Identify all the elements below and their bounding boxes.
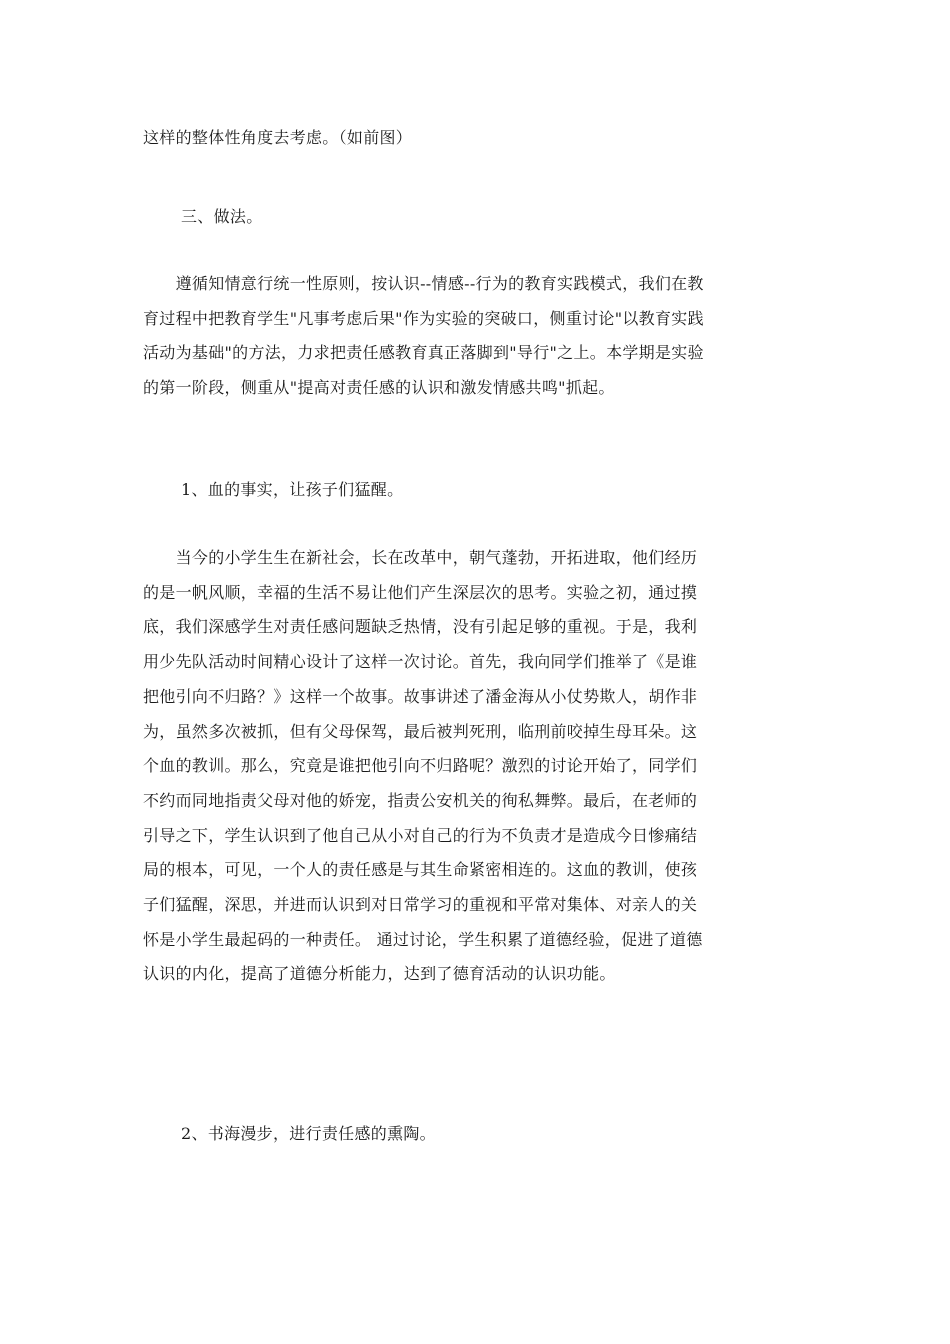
text-line: 活动为基础"的方法，力求把责任感教育真正落脚到"导行"之上。本学期是实验 (143, 343, 704, 363)
text-line: 为，虽然多次被抓，但有父母保驾，最后被判死刑，临刑前咬掉生母耳朵。这 (143, 721, 698, 741)
text-line: 认识的内化，提高了道德分析能力，达到了德育活动的认识功能。 (143, 964, 616, 984)
text-line: 遵循知情意行统一性原则，按认识--情感--行为的教育实践模式，我们在教 (143, 274, 704, 293)
text-line: 的第一阶段，侧重从"提高对责任感的认识和激发情感共鸣"抓起。 (143, 378, 615, 398)
text-line: 不约而同地指责父母对他的娇宠，指责公安机关的徇私舞弊。最后，在老师的 (143, 790, 698, 810)
section-heading-methods: 三、做法。 (181, 207, 263, 226)
text-line: 子们猛醒，深思，并进而认识到对日常学习的重视和平常对集体、对亲人的关 (143, 895, 698, 915)
text-line: 这样的整体性角度去考虑。（如前图） (143, 128, 413, 147)
subheading-1: 1、血的事实，让孩子们猛醒。 (181, 480, 404, 499)
subheading-2: 2、书海漫步，进行责任感的熏陶。 (181, 1124, 436, 1143)
paragraph-blood-lesson (143, 541, 811, 992)
paragraph-intro (143, 121, 811, 156)
text-line: 育过程中把教育学生"凡事考虑后果"作为实验的突破口，侧重讨论"以教育实践 (143, 308, 704, 328)
text-line: 把他引向不归路？》这样一个故事。故事讲述了潘金海从小仗势欺人，胡作非 (143, 686, 698, 706)
text-line: 当今的小学生生在新社会，长在改革中，朝气蓬勃，开拓进取，他们经历 (143, 548, 698, 567)
paragraph-principle (143, 267, 811, 406)
text-line: 的是一帆风顺，幸福的生活不易让他们产生深层次的思考。实验之初，通过摸 (143, 582, 698, 602)
text-line: 用少先队活动时间精心设计了这样一次讨论。首先，我向同学们推举了《是谁 (143, 652, 698, 672)
text-line: 个血的教训。那么，究竟是谁把他引向不归路呢？激烈的讨论开始了，同学们 (143, 756, 698, 776)
text-line: 引导之下，学生认识到了他自己从小对自己的行为不负责才是造成今日惨痛结 (143, 825, 698, 845)
text-line: 局的根本，可见，一个人的责任感是与其生命紧密相连的。这血的教训，使孩 (143, 860, 698, 880)
text-line: 怀是小学生最起码的一种责任。 通过讨论，学生积累了道德经验，促进了道德 (143, 929, 703, 949)
text-line: 底，我们深感学生对责任感问题缺乏热情，没有引起足够的重视。于是，我利 (143, 617, 698, 637)
